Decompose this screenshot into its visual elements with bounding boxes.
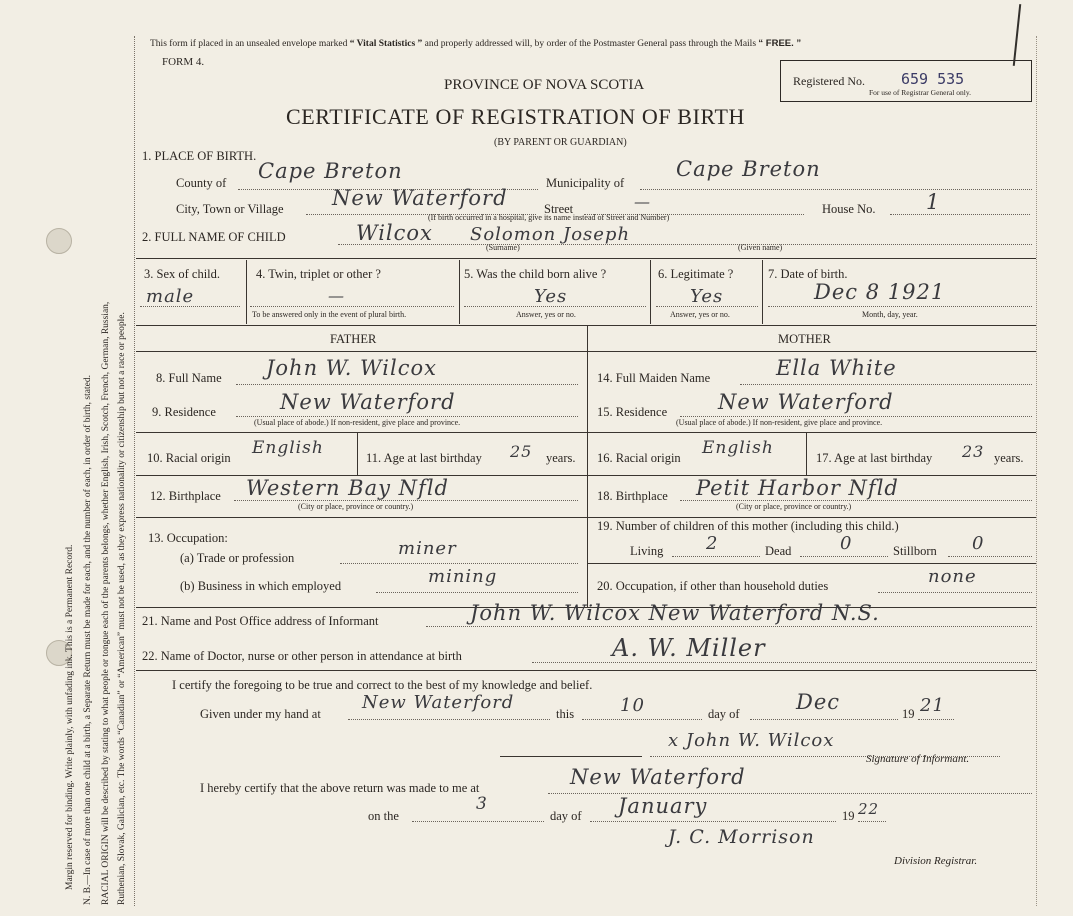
- house-line: [890, 214, 1030, 215]
- registered-number: 659 535: [901, 70, 965, 88]
- page-title: CERTIFICATE OF REGISTRATION OF BIRTH: [286, 104, 745, 129]
- county-label: County of: [176, 176, 227, 190]
- street-value[interactable]: —: [634, 192, 651, 211]
- twin-note: To be answered only in the event of plural birth.: [252, 310, 407, 319]
- municipality-label: Municipality of: [546, 176, 625, 190]
- mother-residence-line: [680, 416, 1032, 417]
- twin-line: [250, 306, 454, 307]
- col-divider: [650, 260, 651, 324]
- margin-note-multiple-births: N. B.—In case of more than one child at a birth, a Separate Return must be made for each, and the number of each, in order of birth, stated.: [83, 375, 93, 905]
- col-divider: [357, 433, 358, 475]
- row-divider: [587, 517, 1036, 518]
- this-label: this: [556, 707, 575, 721]
- father-birthplace-note: (City or place, province or country.): [298, 502, 414, 511]
- on-day-of-label: day of: [550, 809, 582, 823]
- margin-note-binding: Margin reserved for binding. Write plainly, with unfading ink. This is a Permanent Record.: [65, 544, 75, 890]
- month-value[interactable]: Dec: [796, 690, 841, 714]
- margin-rule: [134, 36, 135, 906]
- place-of-birth-label: 1. PLACE OF BIRTH.: [142, 149, 257, 163]
- mail-notice: This form if placed in an unsealed envelope marked “ Vital Statistics ” and properly addressed will, by order of the Postmaster General pass through the Mails “ FREE. ”: [150, 38, 802, 49]
- sex-value[interactable]: male: [146, 286, 195, 307]
- parent-divider: [587, 326, 588, 608]
- living-value[interactable]: 2: [706, 533, 719, 554]
- col-divider: [806, 433, 807, 475]
- mother-name-line: [740, 384, 1032, 385]
- page-subtitle: (BY PARENT OR GUARDIAN): [494, 137, 627, 148]
- month-line: [750, 719, 898, 720]
- registrar-caption: Division Registrar.: [894, 855, 978, 867]
- alive-label: 5. Was the child born alive ?: [464, 267, 607, 281]
- dead-label: Dead: [765, 544, 792, 558]
- blank-signature-line: [500, 756, 642, 757]
- on-year-prefix: 19: [842, 809, 855, 823]
- father-years: years.: [546, 451, 576, 465]
- mother-birthplace-label: 18. Birthplace: [597, 489, 668, 503]
- given-place-value[interactable]: New Waterford: [362, 692, 515, 713]
- street-label: Street: [544, 202, 574, 216]
- child-surname[interactable]: Wilcox: [356, 221, 433, 245]
- year-line: [918, 719, 954, 720]
- living-label: Living: [630, 544, 664, 558]
- mother-occupation-label: 20. Occupation, if other than household duties: [597, 579, 829, 593]
- mother-occupation-value[interactable]: none: [928, 566, 977, 587]
- legit-label: 6. Legitimate ?: [658, 267, 734, 281]
- mother-name-label: 14. Full Maiden Name: [597, 371, 711, 385]
- signature-caption: Signature of Informant.: [866, 753, 970, 765]
- dob-note: Month, day, year.: [862, 310, 918, 319]
- province-heading: PROVINCE OF NOVA SCOTIA: [444, 77, 645, 93]
- trade-label: (a) Trade or profession: [180, 551, 295, 565]
- on-month-value[interactable]: January: [618, 794, 708, 818]
- certify-text: I certify the foregoing to be true and correct to the best of my knowledge and belief.: [172, 678, 593, 692]
- business-value[interactable]: mining: [428, 566, 498, 587]
- living-line: [672, 556, 760, 557]
- father-residence-value[interactable]: New Waterford: [280, 390, 456, 414]
- dead-value[interactable]: 0: [840, 533, 853, 554]
- mother-birthplace-line: [680, 500, 1032, 501]
- father-name-value[interactable]: John W. Wilcox: [266, 356, 437, 380]
- father-abode-note: (Usual place of abode.) If non-resident, give place and province.: [254, 418, 461, 427]
- county-value[interactable]: Cape Breton: [258, 159, 403, 183]
- twin-label: 4. Twin, triplet or other ?: [256, 267, 381, 281]
- on-month-line: [590, 821, 836, 822]
- business-line: [376, 592, 578, 593]
- father-residence-line: [236, 416, 578, 417]
- hereby-place-value[interactable]: New Waterford: [570, 765, 746, 789]
- city-label: City, Town or Village: [176, 202, 284, 216]
- stillborn-line: [948, 556, 1032, 557]
- father-birthplace-value[interactable]: Western Bay Nfld: [246, 476, 449, 500]
- child-name-label: 2. FULL NAME OF CHILD: [142, 230, 286, 244]
- row-divider: [587, 432, 1036, 433]
- dob-label: 7. Date of birth.: [768, 267, 848, 281]
- on-year-line: [858, 821, 886, 822]
- occupation-label: 13. Occupation:: [148, 531, 228, 545]
- mother-occupation-line: [878, 592, 1032, 593]
- row-divider: [136, 351, 1036, 352]
- mother-abode-note: (Usual place of abode.) If non-resident, give place and province.: [676, 418, 883, 427]
- given-label: Given under my hand at: [200, 707, 321, 721]
- informant-value[interactable]: John W. Wilcox New Waterford N.S.: [470, 601, 880, 625]
- row-divider: [136, 432, 587, 433]
- row-divider: [136, 325, 1036, 326]
- alive-value[interactable]: Yes: [534, 286, 568, 307]
- twin-value[interactable]: —: [328, 286, 345, 305]
- father-name-line: [236, 384, 578, 385]
- child-name-line: [338, 244, 1032, 245]
- house-value[interactable]: 1: [926, 190, 941, 214]
- on-year-value[interactable]: 22: [858, 800, 880, 818]
- on-the-label: on the: [368, 809, 399, 823]
- doctor-label: 22. Name of Doctor, nurse or other person in attendance at birth: [142, 649, 462, 663]
- municipality-line: [640, 189, 1032, 190]
- row-divider: [587, 563, 1036, 564]
- registered-label: Registered No.: [793, 74, 865, 88]
- informant-line: [426, 626, 1032, 627]
- mother-name-value[interactable]: Ella White: [776, 356, 897, 380]
- father-age-label: 11. Age at last birthday: [366, 451, 482, 465]
- business-label: (b) Business in which employed: [180, 579, 342, 593]
- father-age-value[interactable]: 25: [510, 442, 533, 461]
- mother-birthplace-value[interactable]: Petit Harbor Nfld: [696, 476, 899, 500]
- dob-value[interactable]: Dec 8 1921: [814, 280, 946, 304]
- binding-hole: [46, 228, 72, 254]
- mother-years: years.: [994, 451, 1024, 465]
- children-label: 19. Number of children of this mother (including this child.): [597, 519, 899, 533]
- day-line: [582, 719, 702, 720]
- mother-race-label: 16. Racial origin: [597, 451, 681, 465]
- informant-label: 21. Name and Post Office address of Informant: [142, 614, 379, 628]
- legit-note: Answer, yes or no.: [670, 310, 730, 319]
- on-day-line: [412, 821, 544, 822]
- col-divider: [459, 260, 460, 324]
- on-day-value[interactable]: 3: [476, 794, 488, 814]
- municipality-value[interactable]: Cape Breton: [676, 157, 821, 181]
- form-number: FORM 4.: [162, 56, 205, 68]
- day-value[interactable]: 10: [620, 695, 645, 716]
- trade-value[interactable]: miner: [398, 538, 457, 559]
- stillborn-label: Stillborn: [893, 544, 937, 558]
- col-divider: [246, 260, 247, 324]
- row-divider: [136, 258, 1036, 259]
- given-name-caption: (Given name): [738, 243, 783, 252]
- legit-value[interactable]: Yes: [690, 286, 724, 307]
- father-heading: FATHER: [330, 332, 377, 346]
- dob-line: [768, 306, 1032, 307]
- given-place-line: [348, 719, 550, 720]
- mother-residence-label: 15. Residence: [597, 405, 668, 419]
- day-of-label: day of: [708, 707, 740, 721]
- father-race-label: 10. Racial origin: [147, 451, 231, 465]
- mother-heading: MOTHER: [778, 332, 831, 346]
- sex-label: 3. Sex of child.: [144, 267, 221, 281]
- doctor-line: [532, 662, 1032, 663]
- dead-line: [800, 556, 888, 557]
- mother-race-value[interactable]: English: [702, 438, 774, 458]
- informant-signature[interactable]: x John W. Wilcox: [668, 730, 835, 751]
- year-value[interactable]: 21: [920, 695, 945, 716]
- pen-mark: [1013, 4, 1021, 66]
- house-label: House No.: [822, 202, 876, 216]
- surname-caption: (Surname): [486, 243, 520, 252]
- registrar-signature[interactable]: J. C. Morrison: [668, 826, 815, 848]
- registrar-note: For use of Registrar General only.: [869, 88, 971, 97]
- father-birthplace-line: [234, 500, 578, 501]
- hereby-text: I hereby certify that the above return was made to me at: [200, 781, 480, 795]
- mother-age-label: 17. Age at last birthday: [816, 451, 933, 465]
- alive-note: Answer, yes or no.: [516, 310, 576, 319]
- father-birthplace-label: 12. Birthplace: [150, 489, 221, 503]
- mother-age-value[interactable]: 23: [962, 442, 985, 461]
- city-value[interactable]: New Waterford: [332, 186, 508, 210]
- mother-birthplace-note: (City or place, province or country.): [736, 502, 852, 511]
- father-residence-label: 9. Residence: [152, 405, 216, 419]
- row-divider: [136, 517, 587, 518]
- margin-note-racial-origin-cont: Ruthenian, Slovak, Galician, etc. The words “Canadian” or “American” must not be used, as they express nationality or citizenship but not a race or people.: [117, 312, 127, 905]
- father-name-label: 8. Full Name: [156, 371, 222, 385]
- trade-line: [340, 563, 578, 564]
- child-given-names[interactable]: Solomon Joseph: [470, 224, 631, 245]
- right-margin-rule: [1036, 36, 1037, 906]
- year-prefix: 19: [902, 707, 915, 721]
- row-divider: [136, 670, 1036, 671]
- doctor-value[interactable]: A. W. Miller: [612, 634, 766, 662]
- father-race-value[interactable]: English: [252, 438, 324, 458]
- registration-box: [780, 60, 1032, 102]
- col-divider: [762, 260, 763, 324]
- hospital-note: (If birth occurred in a hospital, give its name instead of Street and Number): [428, 213, 670, 222]
- margin-note-racial-origin: RACIAL ORIGIN will be described by stating to what people or tongue each of the parents belongs, whether English, Irish, Scotch, French, German, Russian,: [101, 301, 111, 905]
- stillborn-value[interactable]: 0: [972, 533, 985, 554]
- mother-residence-value[interactable]: New Waterford: [718, 390, 894, 414]
